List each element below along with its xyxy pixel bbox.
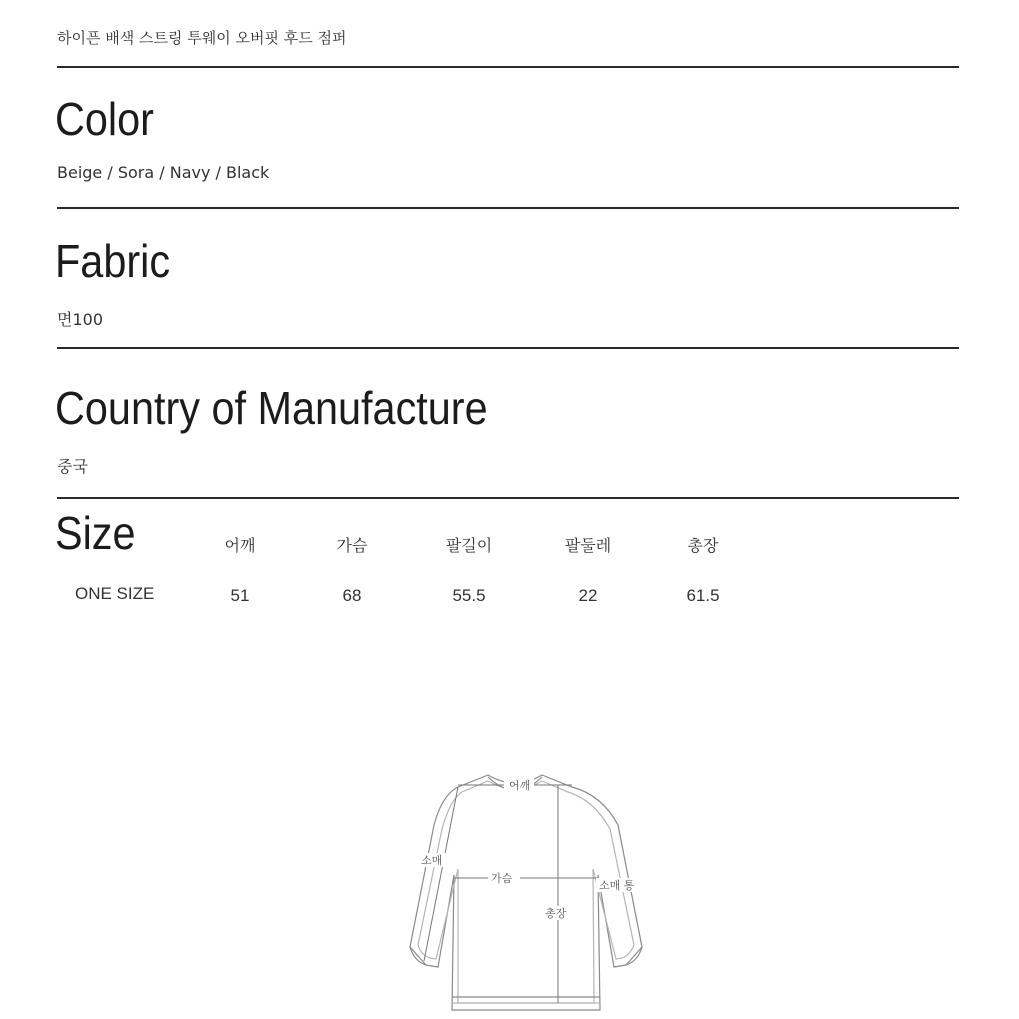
color-value: Beige / Sora / Navy / Black <box>57 163 270 182</box>
size-row-label: ONE SIZE <box>75 584 155 603</box>
fabric-heading: Fabric <box>55 235 171 287</box>
garment-measurement-diagram <box>380 765 670 1019</box>
divider <box>57 347 959 349</box>
size-column-chest: 가슴 <box>336 536 368 555</box>
diagram-label-chest: 가슴 <box>491 872 513 885</box>
diagram-label-sleeve: 소매 <box>421 854 443 867</box>
color-heading: Color <box>55 93 154 145</box>
size-cell-total-length: 61.5 <box>686 586 720 605</box>
sweatshirt-outline-icon <box>410 775 642 1010</box>
diagram-label-length: 총장 <box>545 907 567 920</box>
size-column-total-length: 총장 <box>687 536 719 555</box>
divider <box>57 66 959 68</box>
product-subtitle: 하이픈 배색 스트링 투웨이 오버핏 후드 점퍼 <box>57 29 347 47</box>
size-column-sleeve-length: 팔길이 <box>445 536 493 555</box>
country-heading: Country of Manufacture <box>55 382 488 434</box>
size-cell-sleeve-length: 55.5 <box>452 586 486 605</box>
fabric-value: 면100 <box>57 310 103 329</box>
country-value: 중국 <box>57 457 88 476</box>
divider <box>57 207 959 209</box>
divider <box>57 497 959 499</box>
size-cell-chest: 68 <box>342 586 362 605</box>
size-heading: Size <box>55 507 136 559</box>
size-cell-sleeve-width: 22 <box>578 586 598 605</box>
diagram-label-shoulder: 어깨 <box>509 779 531 792</box>
size-cell-shoulder: 51 <box>230 586 250 605</box>
size-column-sleeve-width: 팔둘레 <box>564 536 612 555</box>
diagram-label-sleeve-width: 소매 통 <box>599 879 635 892</box>
size-column-shoulder: 어깨 <box>224 536 256 555</box>
